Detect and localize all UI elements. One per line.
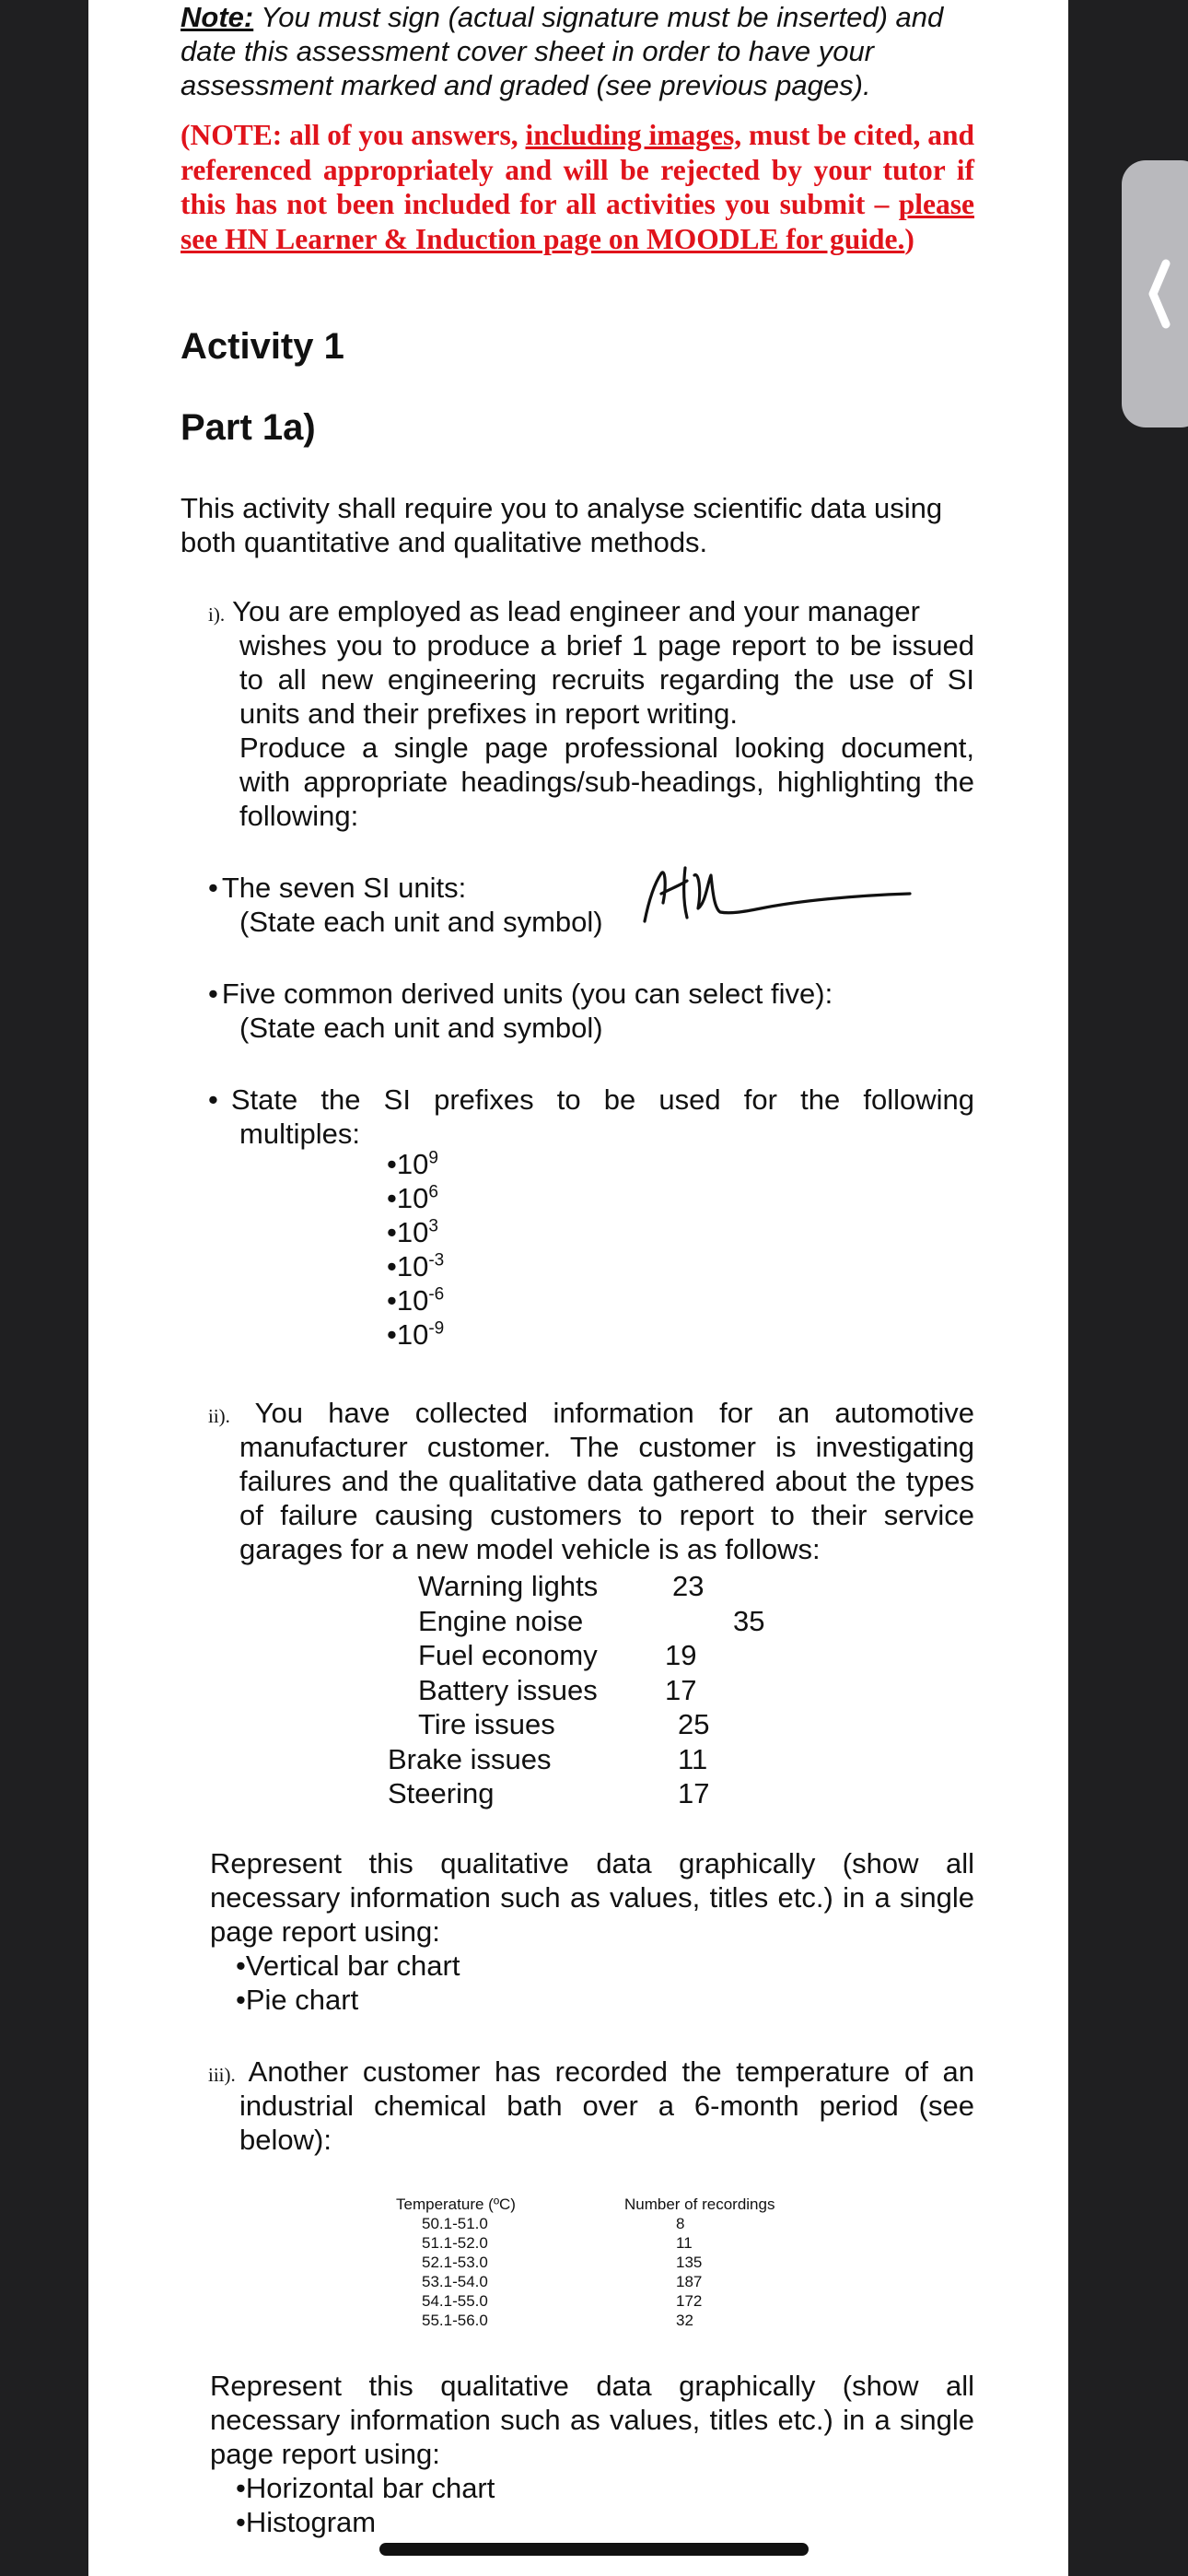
failure-count-value: 11 [678,1742,708,1775]
question-ii-lead-text: You have collected information for an automotive [254,1397,974,1429]
temperature-range: 52.1-53.0 [422,2254,488,2271]
bullet-seven-si-units-text: The seven SI units: [221,872,467,904]
temperature-range: 55.1-56.0 [422,2312,488,2329]
bullet-seven-si-units-sub: (State each unit and symbol) [239,906,603,938]
recording-count: 8 [676,2215,685,2232]
chart-option-vertical-bar-text: Vertical bar chart [245,1950,460,1982]
bullet-si-prefixes-sub: multiples: [239,1118,360,1150]
note-label: Note: [181,1,254,33]
recordings-column-header: Number of recordings [624,2195,775,2213]
power-item: $•10^3$ [387,1216,438,1248]
chart-option-histogram-text: Histogram [245,2506,377,2538]
power-item: $•10^{-3}$ [387,1250,445,1282]
bullet-derived-units-sub: (State each unit and symbol) [239,1012,603,1044]
question-ii-lead [208,1396,974,1434]
failure-count-value: 35 [733,1604,765,1637]
failure-count-value: 23 [672,1570,705,1602]
warning-text-3: ) [904,222,914,255]
chart-option-horizontal-bar-text: Horizontal bar chart [245,2472,495,2504]
question-ii-body: manufacturer customer. The customer is investigating failures and the qualitative data gathered about the types of failure causing customers to report to their service garages for a new model vehicle is as follows: [239,1431,974,1565]
failure-type-label: Tire issues [418,1708,555,1740]
power-base: 10 [396,1284,429,1317]
power-item: $•10^6$ [387,1182,438,1214]
recording-count: 32 [676,2312,693,2329]
recording-count: 187 [676,2273,703,2290]
power-exponent: 9 [428,1148,438,1168]
failure-count-value: 19 [665,1639,697,1671]
intro-paragraph: This activity shall require you to analyse scientific data using both quantitative and qualitative methods. [181,492,943,558]
home-indicator[interactable] [379,2543,809,2556]
question-ii-number: ii). [208,1405,230,1427]
recording-count: 135 [676,2254,703,2271]
part-heading: Part 1a) [181,407,316,448]
power-item: $•10^9$ [387,1148,438,1180]
power-exponent: 6 [428,1182,438,1202]
note-text: You must sign (actual signature must be inserted) and date this assessment cover sheet in order to have your assessment marked and graded (see previous pages). [181,1,944,101]
signature-note [181,0,974,102]
failure-type-label: Warning lights [418,1570,599,1602]
failure-type-label: Steering [388,1777,495,1809]
temperature-range: 51.1-52.0 [422,2234,488,2252]
bullet-derived-units-text: Five common derived units (you can select five): [221,978,833,1010]
chart-option-histogram: •Histogram [236,2506,377,2538]
power-exponent: -6 [428,1284,445,1305]
temperature-range: 50.1-51.0 [422,2215,488,2232]
question-i-body: wishes you to produce a brief 1 page report to be issued to all new engineering recruits regarding the use of SI units and their prefixes in report writing. [239,629,974,730]
failure-count-value: 17 [678,1777,710,1809]
question-i-number: i). [208,603,226,626]
activity-heading: Activity 1 [181,326,344,367]
bullet-seven-si-units: • The seven SI units: [208,872,467,904]
document-page [88,0,1068,2576]
bullet-si-prefixes: • State the SI prefixes to be used for the following [208,1083,974,1116]
power-item: $•10^{-9}$ [387,1318,445,1351]
chevron-left-icon [1122,160,1188,427]
handwritten-signature [641,848,919,949]
chart-option-vertical-bar: •Vertical bar chart [236,1950,460,1982]
bullet-derived-units: • Five common derived units (you can select five): [208,978,833,1010]
failure-count-value: 25 [678,1708,710,1740]
power-base: 10 [396,1318,429,1351]
temperature-range: 54.1-55.0 [422,2292,488,2310]
question-iii-number: iii). [208,2064,236,2086]
moodle-guide-link[interactable]: please see HN Learner & Induction page on MOODLE for guide. [181,188,974,255]
question-i-lead-text: You are employed as lead engineer and your manager [232,595,920,627]
failure-type-label: Fuel economy [418,1639,598,1671]
power-exponent: -9 [428,1318,445,1339]
power-item: $•10^{-6}$ [387,1284,445,1317]
warning-text-1: (NOTE: all of you answers, [181,119,526,151]
warning-text-2: must be cited, and referenced appropriately and will be rejected by your tutor if this has not been included for all activities you submit – [181,119,974,220]
power-base: 10 [396,1216,429,1248]
temperature-column-header: Temperature (ºC) [396,2195,516,2213]
power-exponent: 3 [428,1216,438,1236]
power-base: 10 [396,1250,429,1282]
chart-option-pie: •Pie chart [236,1984,359,2016]
question-i-lead [208,594,974,632]
warning-underlined-1: including images, [525,119,742,151]
failure-type-label: Battery issues [418,1673,598,1706]
failure-type-label: Engine noise [418,1604,584,1637]
chart-option-horizontal-bar: •Horizontal bar chart [236,2472,495,2504]
question-iii-instruction: Represent this qualitative data graphically (show all necessary information such as values, titles etc.) in a single page report using: [210,2370,974,2470]
failure-type-label: Brake issues [388,1742,552,1775]
power-exponent: -3 [428,1250,445,1270]
temperature-range: 53.1-54.0 [422,2273,488,2290]
power-base: 10 [396,1182,429,1214]
failure-count-value: 17 [665,1673,697,1706]
question-ii-instruction: Represent this qualitative data graphically (show all necessary information such as values, titles etc.) in a single page report using: [210,1847,974,1948]
bullet-si-prefixes-text: State the SI prefixes to be used for the following [230,1083,974,1116]
recording-count: 172 [676,2292,703,2310]
citation-warning [181,118,974,256]
question-iii-lead [208,2055,974,2092]
power-base: 10 [396,1148,429,1180]
question-iii-body: industrial chemical bath over a 6-month period (see below): [239,2090,974,2156]
question-i-body-2: Produce a single page professional looking document, with appropriate headings/sub-headings, highlighting the following: [239,732,974,832]
side-panel-tab[interactable] [1122,160,1188,427]
question-iii-lead-text: Another customer has recorded the temperature of an [248,2055,975,2088]
chart-option-pie-text: Pie chart [245,1984,359,2016]
recording-count: 11 [676,2234,693,2252]
